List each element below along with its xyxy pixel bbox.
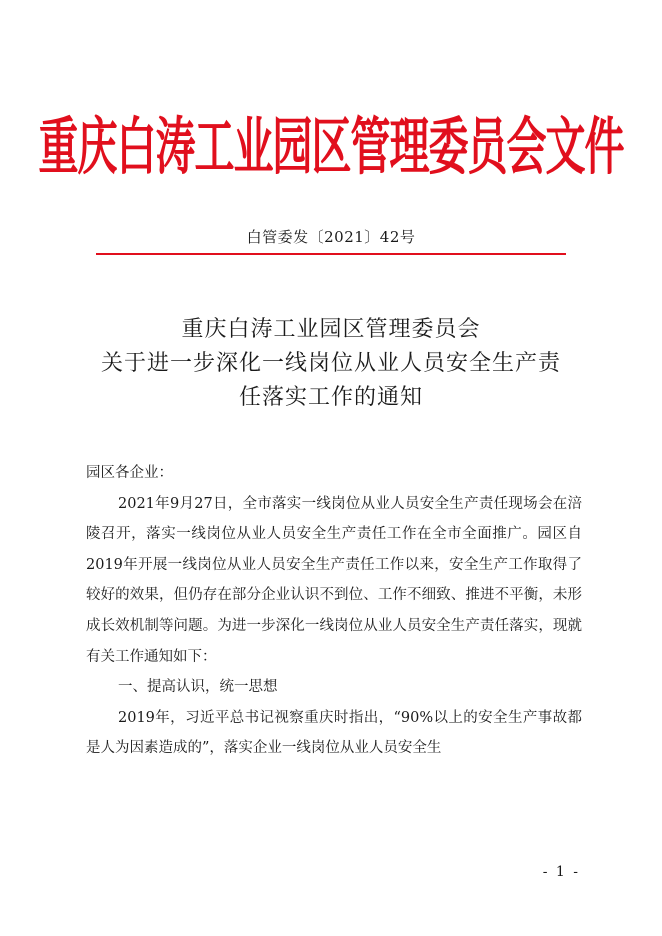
document-title	[80, 313, 582, 415]
paragraph-intro: 2021年9月27日，全市落实一线岗位从业人员安全生产责任现场会在涪陵召开，落实一线岗位从业人员安全生产责任工作在全市全面推广。园区自2019年开展一线岗位从业人员安全生产责任工作以来，安全生产工作取得了较好的效果，但仍存在部分企业认识不到位、工作不细致、推进不平衡，未形成长效机制等问题。为进一步深化一线岗位从业人员安全生产责任落实，现就有关工作通知如下：	[86, 495, 582, 665]
title-line-3: 任落实工作的通知	[238, 385, 423, 410]
page-number: - 1 -	[542, 864, 580, 880]
masthead-text: 重庆白涛工业园区管理委员会文件	[38, 112, 624, 184]
section-heading-1: 一、提高认识，统一思想	[118, 679, 278, 696]
title-line-2: 关于进一步深化一线岗位从业人员安全生产责	[100, 351, 561, 376]
red-separator-line	[96, 253, 566, 255]
document-number: 白管委发〔2021〕42号	[246, 228, 416, 246]
salutation: 园区各企业：	[86, 465, 173, 481]
document-body	[86, 458, 582, 764]
document-masthead	[0, 112, 662, 184]
title-line-1: 重庆白涛工业园区管理委员会	[181, 317, 481, 342]
paragraph-section-1: 2019年，习近平总书记视察重庆时指出，“90%以上的安全生产事故都是人为因素造成的”，落实企业一线岗位从业人员安全生	[86, 709, 582, 757]
